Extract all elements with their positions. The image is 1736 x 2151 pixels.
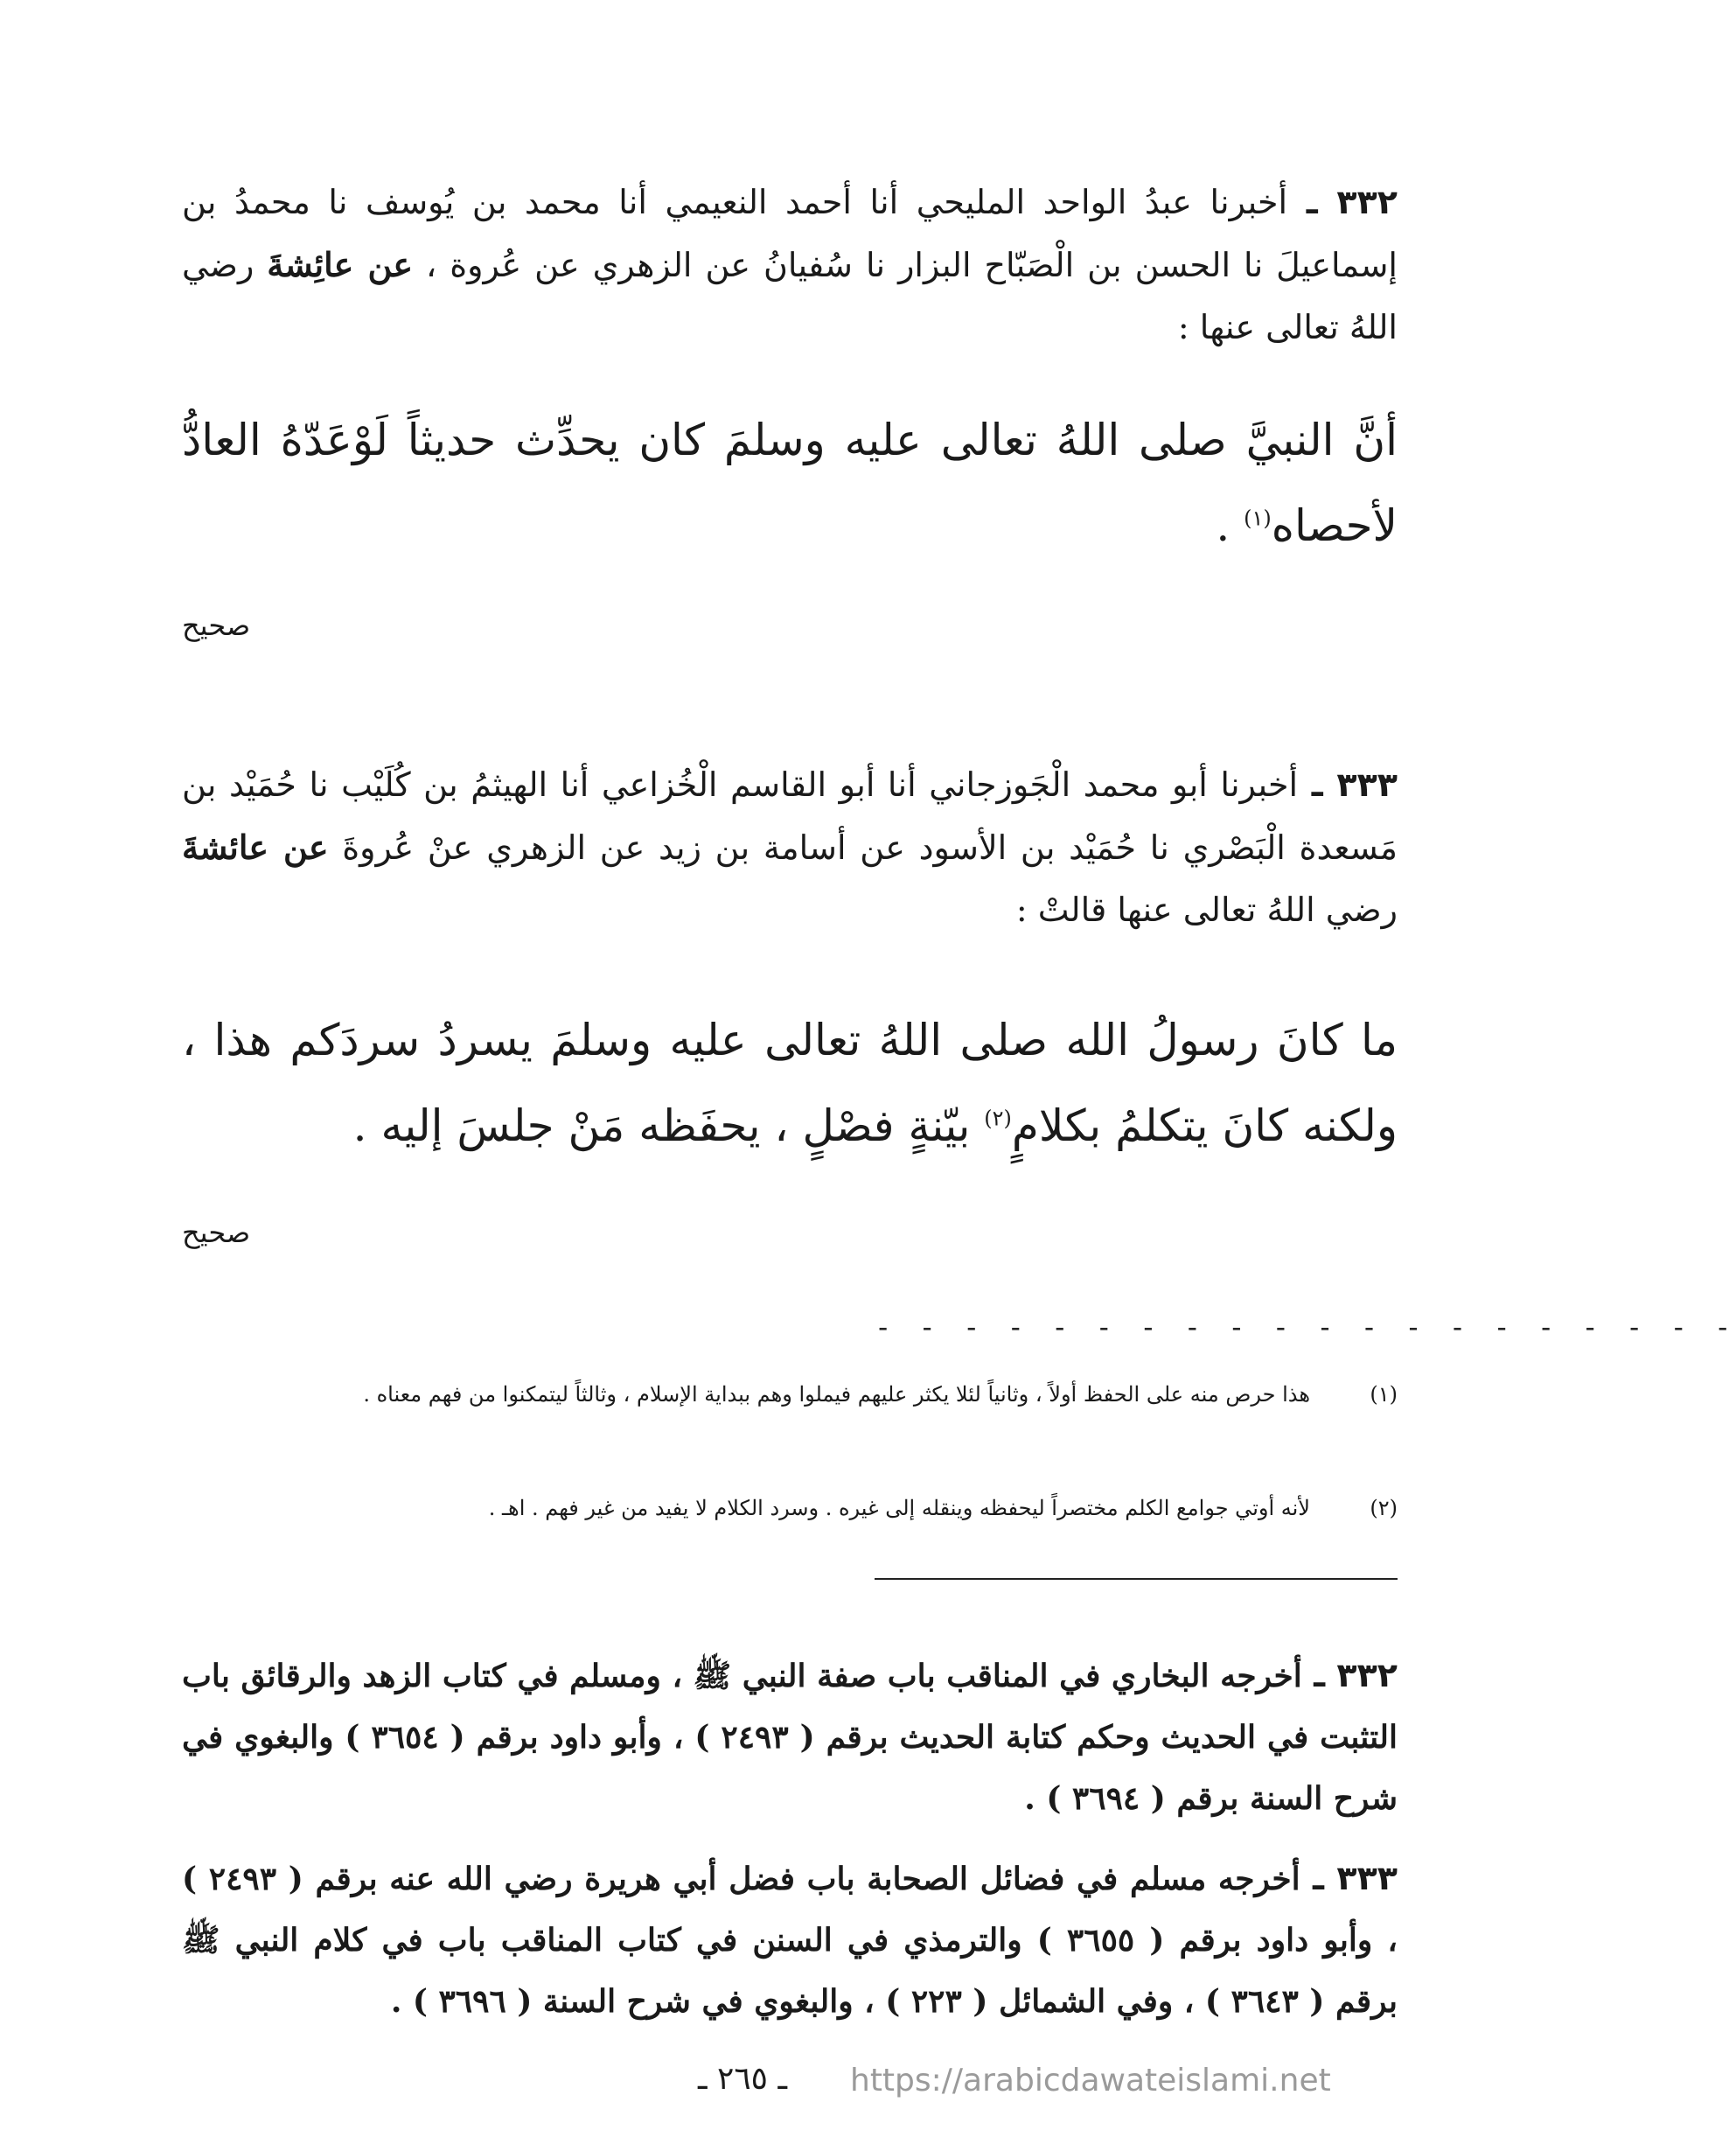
- isnad-text: أخبرنا عبدُ الواحد المليحي أنا أحمد النعيمي أنا محمد بن يُوسف نا محمدُ بن إسماعيلَ نا الحسن بن الْصَبّاح البزار نا سُفيانُ عن الزهري عن عُروة ،: [182, 183, 1398, 284]
- isnad-bold-narrator: عن عائِشةَ: [267, 245, 414, 284]
- matn-text: ما كانَ رسولُ الله صلى اللهُ تعالى عليه وسلمَ يسردُ سردَكم هذا ، ولكنه كانَ يتكلمُ بكلامٍ: [182, 1015, 1398, 1151]
- matn-text-end: بيّنةٍ فصْلٍ ، يحفَظه مَنْ جلسَ إليه .: [352, 1100, 985, 1151]
- footnote-ref: (٢): [984, 1106, 1012, 1131]
- number-separator: ـ: [1298, 765, 1337, 804]
- footnote-2: [182, 1489, 1398, 1527]
- hadith-332-grade: صحيح: [182, 609, 251, 642]
- takhrij-text: أخرجه مسلم في فضائل الصحابة باب فضل أبي هريرة رضي الله عنه برقم ( ٢٤٩٣ ) ، وأبو داود برقم ( ٣٦٥٥ ) والترمذي في السنن في كتاب المناقب باب في كلام النبي ﷺ برقم ( ٣٦٤٣ ) ، وفي الشمائل ( ٢٢٣ ) ، والبغوي في شرح السنة ( ٣٦٩٦ ) .: [182, 1861, 1398, 2020]
- number-separator: ـ: [1301, 1656, 1337, 1694]
- hadith-333-matn: [182, 997, 1398, 1169]
- number-separator: ـ: [1300, 1859, 1337, 1897]
- footnote-mark: (١): [1370, 1382, 1398, 1407]
- takhrij-text: أخرجه البخاري في المناقب باب صفة النبي ﷺ ، ومسلم في كتاب الزهد والرقائق باب التثبت في الحديث وحكم كتابة الحديث برقم ( ٢٤٩٣ ) ، وأبو داود برقم ( ٣٦٥٤ ) والبغوي في شرح السنة برقم ( ٣٦٩٤ ) .: [182, 1658, 1398, 1817]
- hadith-333-isnad: [182, 754, 1398, 941]
- isnad-bold-narrator: عن عائشةَ: [182, 828, 329, 867]
- isnad-text: أخبرنا أبو محمد الْجَوزجاني أنا أبو القاسم الْخُزاعي أنا الهيثمُ بن كُلَيْب نا حُمَيْد بن مَسعدة الْبَصْري نا حُمَيْد بن الأسود عن أسامة بن زيد عن الزهري عنْ عُروةَ: [182, 765, 1398, 867]
- takhrij-number: ٣٣٣: [1336, 1859, 1398, 1897]
- hadith-333-grade: صحيح: [182, 1216, 251, 1249]
- page-number: ـ ٢٦٥ ـ: [697, 2061, 787, 2097]
- isnad-text-end: رضي اللهُ تعالى عنها :: [182, 246, 1398, 346]
- hadith-number: ٣٣٢: [1336, 183, 1398, 221]
- number-separator: ـ: [1287, 183, 1337, 221]
- takhrij-separator: [875, 1578, 1398, 1580]
- matn-end: .: [1216, 500, 1244, 551]
- takhrij-332: [182, 1645, 1398, 1829]
- watermark: https://arabicdawateislami.net: [850, 2063, 1331, 2099]
- footnote-1: [182, 1375, 1398, 1414]
- takhrij-333: [182, 1847, 1398, 2032]
- hadith-332-isnad: [182, 171, 1398, 359]
- takhrij-number: ٣٣٢: [1336, 1656, 1398, 1694]
- footnote-text: هذا حرص منه على الحفظ أولاً ، وثانياً لئلا يكثر عليهم فيملوا وهم ببداية الإسلام ، وثالثاً ليتمكنوا من فهم معناه .: [363, 1382, 1310, 1407]
- matn-text: أنَّ النبيَّ صلى اللهُ تعالى عليه وسلمَ كان يحدِّث حديثاً لَوْعَدّهُ العادُّ لأحصاه: [182, 415, 1398, 551]
- hadith-number: ٣٣٣: [1336, 765, 1398, 804]
- footnote-mark: (٢): [1370, 1496, 1398, 1520]
- footnote-ref: (١): [1244, 506, 1272, 531]
- hadith-332-matn: [182, 397, 1398, 569]
- footnote-text: لأنه أوتي جوامع الكلم مختصراً ليحفظه وينقله إلى غيره . وسرد الكلام لا يفيد من غير فهم . اهـ .: [488, 1496, 1310, 1520]
- footnote-separator: - - - - - - - - - - - - - - - - - - - -: [875, 1310, 1736, 1344]
- isnad-text-end: رضي اللهُ تعالى عنها قالتْ :: [1015, 890, 1398, 929]
